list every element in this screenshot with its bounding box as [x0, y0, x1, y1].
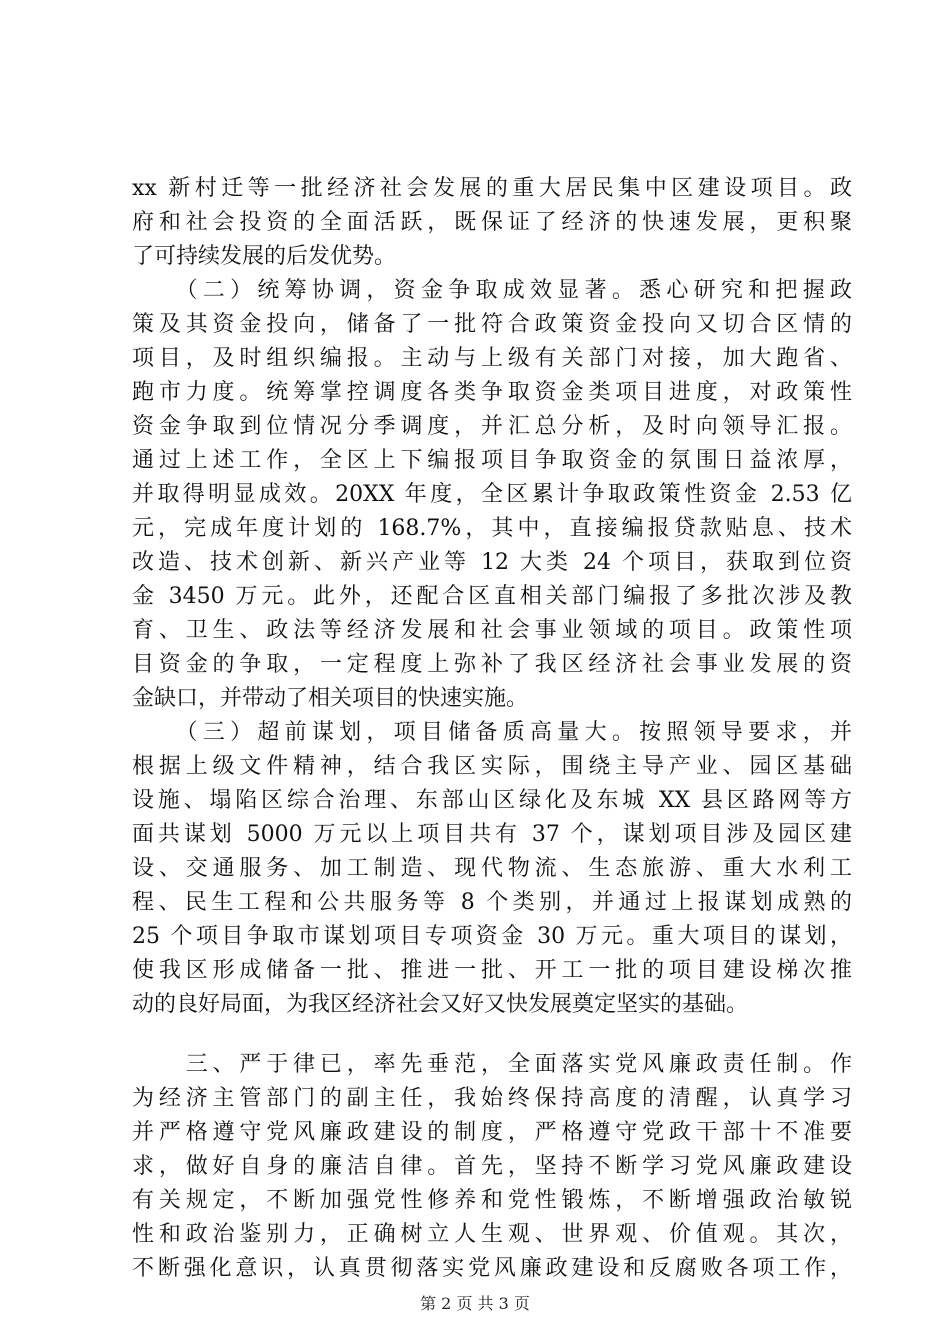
text-line: 通过上述工作，全区上下编报项目争取资金的氛围日益浓厚， [132, 448, 852, 473]
text-line: 项目，及时组织编报。主动与上级有关部门对接，加大跑省、 [132, 346, 852, 371]
text-line: xx 新村迁等一批经济社会发展的重大居民集中区建设项目。政 [132, 176, 852, 201]
text-line: 性和政治鉴别力，正确树立人生观、世界观、价值观。其次， [132, 1222, 852, 1247]
text-line: 不断强化意识，认真贯彻落实党风廉政建设和反腐败各项工作， [132, 1256, 852, 1281]
text-line: 求，做好自身的廉洁自律。首先，坚持不断学习党风廉政建设 [132, 1154, 852, 1179]
text-line: 面共谋划 5000 万元以上项目共有 37 个，谋划项目涉及园区建 [132, 822, 852, 847]
text-line: 动的良好局面，为我区经济社会又好又快发展奠定坚实的基础。 [132, 992, 749, 1017]
text-line: 育、卫生、政法等经济发展和社会事业领域的项目。政策性项 [132, 618, 852, 643]
text-line: 并严格遵守党风廉政建设的制度，严格遵守党政干部十不准要 [132, 1120, 852, 1145]
text-line: 金 3450 万元。此外，还配合区直相关部门编报了多批次涉及教 [132, 584, 852, 609]
text-line: 策及其资金投向，储备了一批符合政策资金投向又切合区情的 [132, 312, 852, 337]
text-line: 有关规定，不断加强党性修养和党性锻炼，不断增强政治敏锐 [132, 1188, 852, 1213]
text-line: （三）超前谋划，项目储备质高量大。按照领导要求，并 [132, 720, 852, 745]
text-line: 三、严于律已，率先垂范，全面落实党风廉政责任制。作 [132, 1052, 852, 1077]
text-line: 为经济主管部门的副主任，我始终保持高度的清醒，认真学习 [132, 1086, 852, 1111]
text-line: 资金争取到位情况分季调度，并汇总分析，及时向领导汇报。 [132, 414, 852, 439]
text-line: 程、民生工程和公共服务等 8 个类别，并通过上报谋划成熟的 [132, 890, 852, 915]
text-line: 金缺口，并带动了相关项目的快速实施。 [132, 686, 529, 711]
text-line: 设、交通服务、加工制造、现代物流、生态旅游、重大水利工 [132, 856, 852, 881]
text-line: 了可持续发展的后发优势。 [132, 244, 397, 269]
text-line: （二）统筹协调，资金争取成效显著。悉心研究和把握政 [132, 278, 852, 303]
text-line: 25 个项目争取市谋划项目专项资金 30 万元。重大项目的谋划， [132, 924, 852, 949]
text-line: 使我区形成储备一批、推进一批、开工一批的项目建设梯次推 [132, 958, 852, 983]
text-line: 目资金的争取，一定程度上弥补了我区经济社会事业发展的资 [132, 652, 852, 677]
text-line: 设施、塌陷区综合治理、东部山区绿化及东城 XX 县区路网等方 [132, 788, 852, 813]
text-line: 根据上级文件精神，结合我区实际，围绕主导产业、园区基础 [132, 754, 852, 779]
page-number-footer: 第 2 页 共 3 页 [420, 1294, 530, 1313]
text-line: 跑市力度。统筹掌控调度各类争取资金类项目进度，对政策性 [132, 380, 852, 405]
text-line: 元，完成年度计划的 168.7%，其中，直接编报贷款贴息、技术 [132, 516, 852, 541]
text-line: 并取得明显成效。20XX 年度，全区累计争取政策性资金 2.53 亿 [132, 482, 852, 507]
text-line: 府和社会投资的全面活跃，既保证了经济的快速发展，更积聚 [132, 210, 852, 235]
text-line: 改造、技术创新、新兴产业等 12 大类 24 个项目，获取到位资 [132, 550, 852, 575]
